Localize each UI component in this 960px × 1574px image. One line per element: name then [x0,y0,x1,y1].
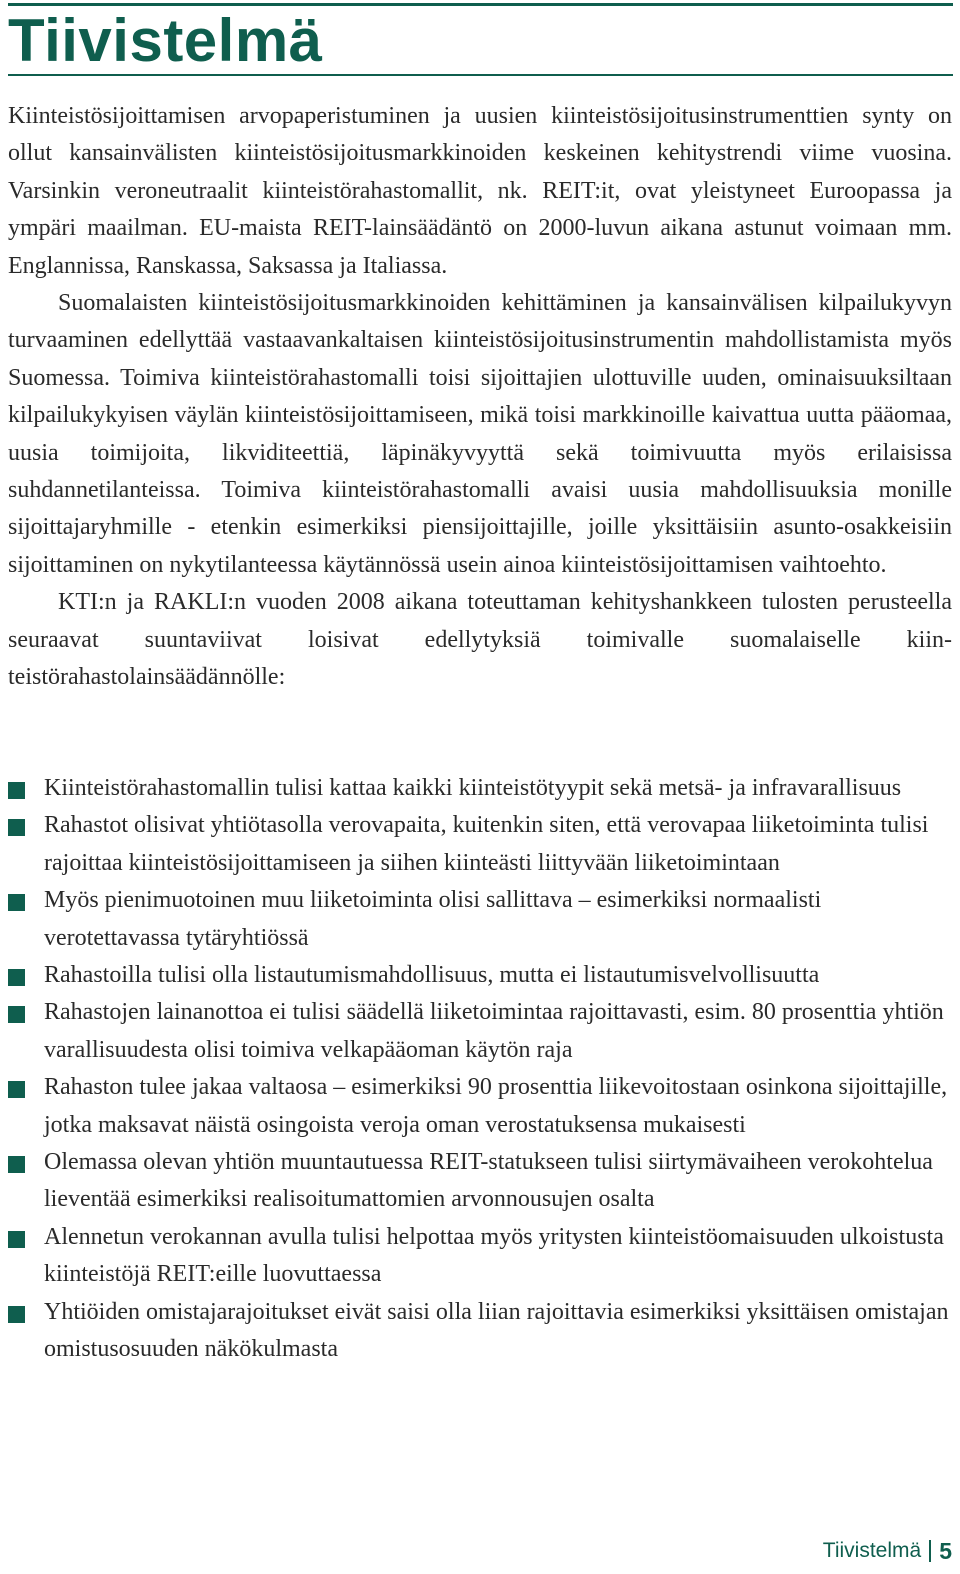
paragraph-guidelines: KTI:n ja RAKLI:n vuoden 2008 aikana toteuttaman kehityshankkeen tulosten perusteella seuraavat suuntaviivat loisivat edellytyksiä toimivalle suomalaiselle kiinteistörahastolainsäädännölle: [8,589,952,691]
bullet-square-icon [8,819,25,836]
page-footer [823,1536,952,1566]
list-item [8,1069,952,1144]
list-item-text: Rahaston tulee jakaa valtaosa – esimerkiksi 90 prosenttia liikevoitostaan osinkona sijoittajille, jotka maksavat näistä osingoista veroja oman verostatuksensa mukaisesti [44,1074,948,1138]
guideline-list [8,770,952,1369]
footer-divider [929,1540,931,1562]
list-item-text: Olemassa olevan yhtiön muuntautuessa REIT-statukseen tulisi siirtymävaiheen verokohtelua lieventää esimerkiksi realisoitumattomien arvonnousujen osalta [44,1149,933,1213]
list-item [8,957,952,994]
bullet-square-icon [8,1006,25,1023]
list-item [8,994,952,1069]
paragraph-intro: Kiinteistösijoittamisen arvopaperistuminen ja uusien kiinteistösijoitusinstrumenttien synty on ollut kansainvälisten kiinteistösijoitusmarkkinoiden keskeinen kehitystrendi viime vuosina. Varsinkin veroneutraalit kiinteistörahastomallit, nk. REIT:it, ovat yleistyneet Euroopassa ja ympäri maailman. EU-maista REIT-lainsäädäntö on 2000-luvun aikana astunut voimaan mm. Englannissa, Ranskassa, Saksassa ja Italiassa. [8,103,952,279]
list-item [8,807,952,882]
bullet-square-icon [8,1081,25,1098]
summary-text [8,98,952,697]
list-item-text: Kiinteistörahastomallin tulisi kattaa kaikki kiinteistötyypit sekä metsä- ja infravarallisuus [44,775,902,801]
list-item-text: Myös pienimuotoinen muu liiketoiminta olisi sallittava – esimerkiksi normaalisti verotettavassa tytäryhtiössä [44,887,822,951]
list-item [8,1144,952,1219]
page-title: Tiivistelmä [8,7,323,74]
list-item-text: Alennetun verokannan avulla tulisi helpottaa myös yritysten kiinteistöomaisuuden ulkoistusta kiinteistöjä REIT:eille luovuttaessa [44,1223,944,1288]
bullet-square-icon [8,1306,25,1323]
bullet-square-icon [8,969,25,986]
list-item-text: Rahastojen lainanottoa ei tulisi säädellä liiketoimintaa rajoittavasti, esim. 80 prosenttia yhtiön varallisuudesta olisi toimiva velkapääoman käytön raja [44,999,944,1063]
list-item [8,882,952,957]
bullet-square-icon [8,782,25,799]
bullet-square-icon [8,1156,25,1173]
list-item-text: Yhtiöiden omistajarajoitukset eivät saisi olla liian rajoittavia esimerkiksi yksittäisen omistajan omistusosuuden näkökulmasta [44,1298,949,1363]
page-number: 5 [939,1538,952,1564]
bullet-square-icon [8,1231,25,1248]
list-item-text: Rahastoilla tulisi olla listautumismahdollisuus, mutta ei listautumisvelvollisuutta [44,962,820,989]
paragraph-development: Suomalaisten kiinteistösijoitusmarkkinoiden kehittäminen ja kansainvälisen kilpailukyvyn turvaaminen edellyttää vastaavankaltaisen kiinteistösijoitusinstrumentin mahdollistamista myös Suomessa. Toimiva kiinteistörahastomalli toisi sijoittajien ulottuville uuden, ominaisuuksiltaan kilpailukykyisen väylän kiinteistösijoittamiseen, mikä toisi markkinoille kaivattua uutta pääomaa, uusia toimijoita, likviditeettiä, läpinäkyvyyttä sekä toimivuutta myös erilaisissa suhdannetilanteissa. Toimiva kiinteistörahastomalli avaisi uusia mahdollisuuksia monille sijoittajaryhmille - etenkin esimerkiksi piensijoittajille, joille yksittäisiin asunto-osakkeisiin sijoittaminen on nykytilanteessa käytännössä usein ainoa kiinteistösijoittamisen vaihtoehto. [8,290,952,578]
list-item-text: Rahastot olisivat yhtiötasolla verovapaita, kuitenkin siten, että verovapaa liiketoiminta tulisi rajoittaa kiinteistösijoittamiseen ja siihen kiinteästi liittyvään liiketoimintaan [44,812,929,876]
footer-section-label: Tiivistelmä [822,1539,922,1562]
title-underline [8,74,953,76]
list-item [8,1219,952,1294]
list-item [8,770,952,807]
top-rule [8,3,953,6]
bullet-square-icon [8,894,25,911]
list-item [8,1294,952,1369]
